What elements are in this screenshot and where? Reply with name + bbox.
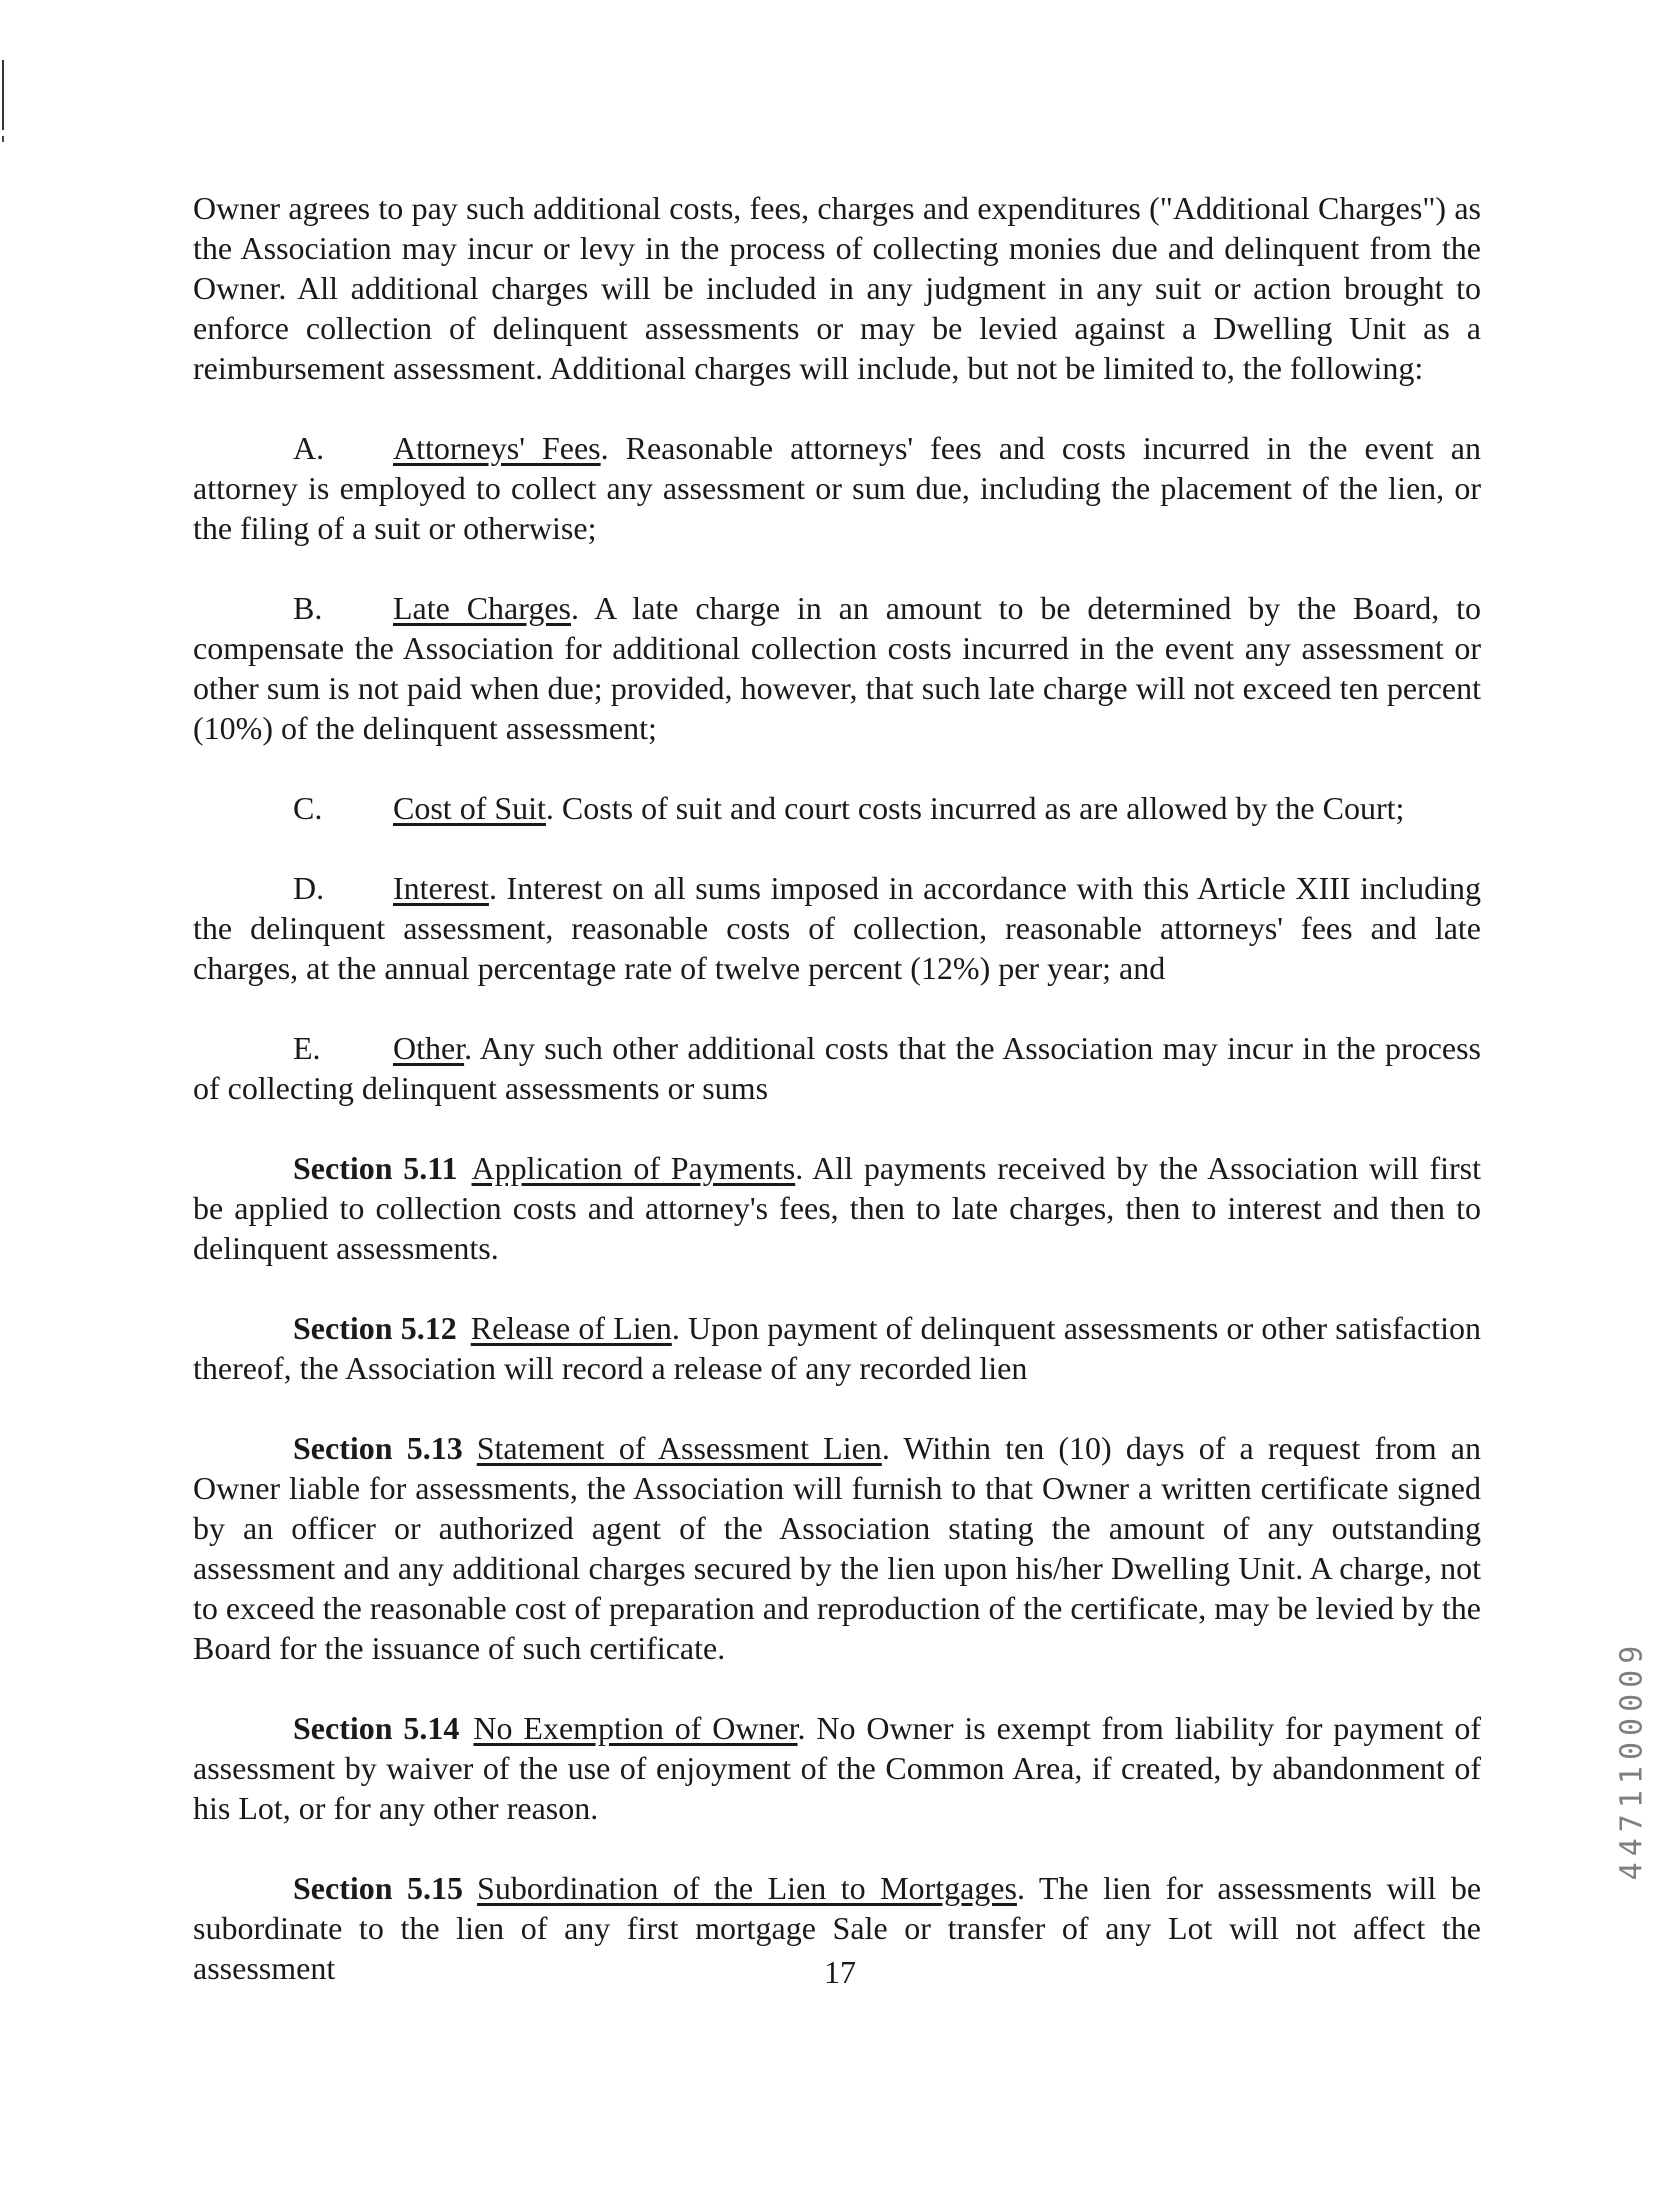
- document-body: [193, 188, 1481, 2028]
- item-d: [193, 868, 1481, 988]
- item-e: [193, 1028, 1481, 1108]
- item-title: Attorneys' Fees: [393, 430, 601, 466]
- intro-paragraph: Owner agrees to pay such additional costs, fees, charges and expenditures ("Additional Charges") as the Association may incur or levy in the process of collecting monies due and delinquent from the Owner. All additional charges will be included in any judgment in any suit or action brought to enforce collection of delinquent assessments or may be levied against a Dwelling Unit as a reimbursement assessment. Additional charges will include, but not be limited to, the following:: [193, 190, 1481, 386]
- section-number: Section 5.15: [293, 1870, 464, 1906]
- item-text: . Interest on all sums imposed in accordance with this Article XIII including the delinquent assessment, reasonable costs of collection, reasonable attorneys' fees and late charges, at the annual percentage rate of twelve percent (12%) per year; and: [193, 870, 1481, 986]
- section-5-12: [193, 1308, 1481, 1388]
- section-text: . Upon payment of delinquent assessments or other satisfaction thereof, the Association will record a release of any recorded lien: [193, 1310, 1482, 1386]
- section-number: Section 5.12: [293, 1310, 457, 1346]
- section-text: . No Owner is exempt from liability for payment of assessment by waiver of the use of enjoyment of the Common Area, if created, by abandonment of his Lot, or for any other reason.: [193, 1710, 1482, 1826]
- section-text: . The lien for assessments will be subordinate to the lien of any first mortgage Sale or transfer of any Lot will not affect the assessment: [193, 1870, 1482, 1986]
- item-text: . Reasonable attorneys' fees and costs incurred in the event an attorney is employed to collect any assessment or sum due, including the placement of the lien, or the filing of a suit or otherwise;: [193, 430, 1481, 546]
- recording-stamp: [1612, 1560, 1652, 1960]
- item-letter: B.: [293, 590, 323, 626]
- section-number: Section 5.11: [293, 1150, 458, 1186]
- section-title: Subordination of the Lien to Mortgages: [477, 1870, 1017, 1906]
- item-c: [193, 788, 1481, 828]
- section-number: Section 5.13: [293, 1430, 463, 1466]
- item-text: . Any such other additional costs that the Association may incur in the process of collecting delinquent assessments or sums: [193, 1030, 1481, 1106]
- item-title: Other: [393, 1030, 465, 1066]
- section-title: Release of Lien: [470, 1310, 672, 1346]
- item-letter: E.: [293, 1030, 321, 1066]
- section-5-14: [193, 1708, 1481, 1828]
- item-title: Cost of Suit: [393, 790, 546, 826]
- item-title: Late Charges: [393, 590, 571, 626]
- item-text: . A late charge in an amount to be determined by the Board, to compensate the Association for additional collection costs incurred in the event any assessment or other sum is not paid when due; provided, however, that such late charge will not exceed ten percent (10%) of the delinquent assessment;: [193, 590, 1482, 746]
- section-text: . Within ten (10) days of a request from an Owner liable for assessments, the Association will furnish to that Owner a written certificate signed by an officer or authorized agent of the Association stating the amount of any outstanding assessment and any additional charges secured by the lien upon his/her Dwelling Unit. A charge, not to exceed the reasonable cost of preparation and reproduction of the certificate, may be levied by the Board for the issuance of such certificate.: [193, 1430, 1482, 1666]
- item-title: Interest: [393, 870, 489, 906]
- section-5-11: [193, 1148, 1481, 1268]
- section-5-13: [193, 1428, 1481, 1668]
- item-letter: D.: [293, 870, 325, 906]
- scan-edge-mark: [2, 60, 4, 130]
- item-a: [193, 428, 1481, 548]
- item-text: . Costs of suit and court costs incurred as are allowed by the Court;: [545, 790, 1405, 826]
- section-title: Statement of Assessment Lien: [476, 1430, 882, 1466]
- section-number: Section 5.14: [293, 1710, 460, 1746]
- item-b: [193, 588, 1481, 748]
- item-letter: A.: [293, 430, 325, 466]
- scan-edge-dot: [2, 136, 4, 142]
- item-letter: C.: [293, 790, 323, 826]
- section-title: No Exemption of Owner: [473, 1710, 798, 1746]
- page-number: 17: [824, 1954, 856, 1990]
- section-text: . All payments received by the Association will first be applied to collection costs and attorney's fees, then to late charges, then to interest and then to delinquent assessments.: [193, 1150, 1482, 1266]
- recording-stamp-text: 4471100009: [1614, 1639, 1650, 1881]
- section-title: Application of Payments: [471, 1150, 796, 1186]
